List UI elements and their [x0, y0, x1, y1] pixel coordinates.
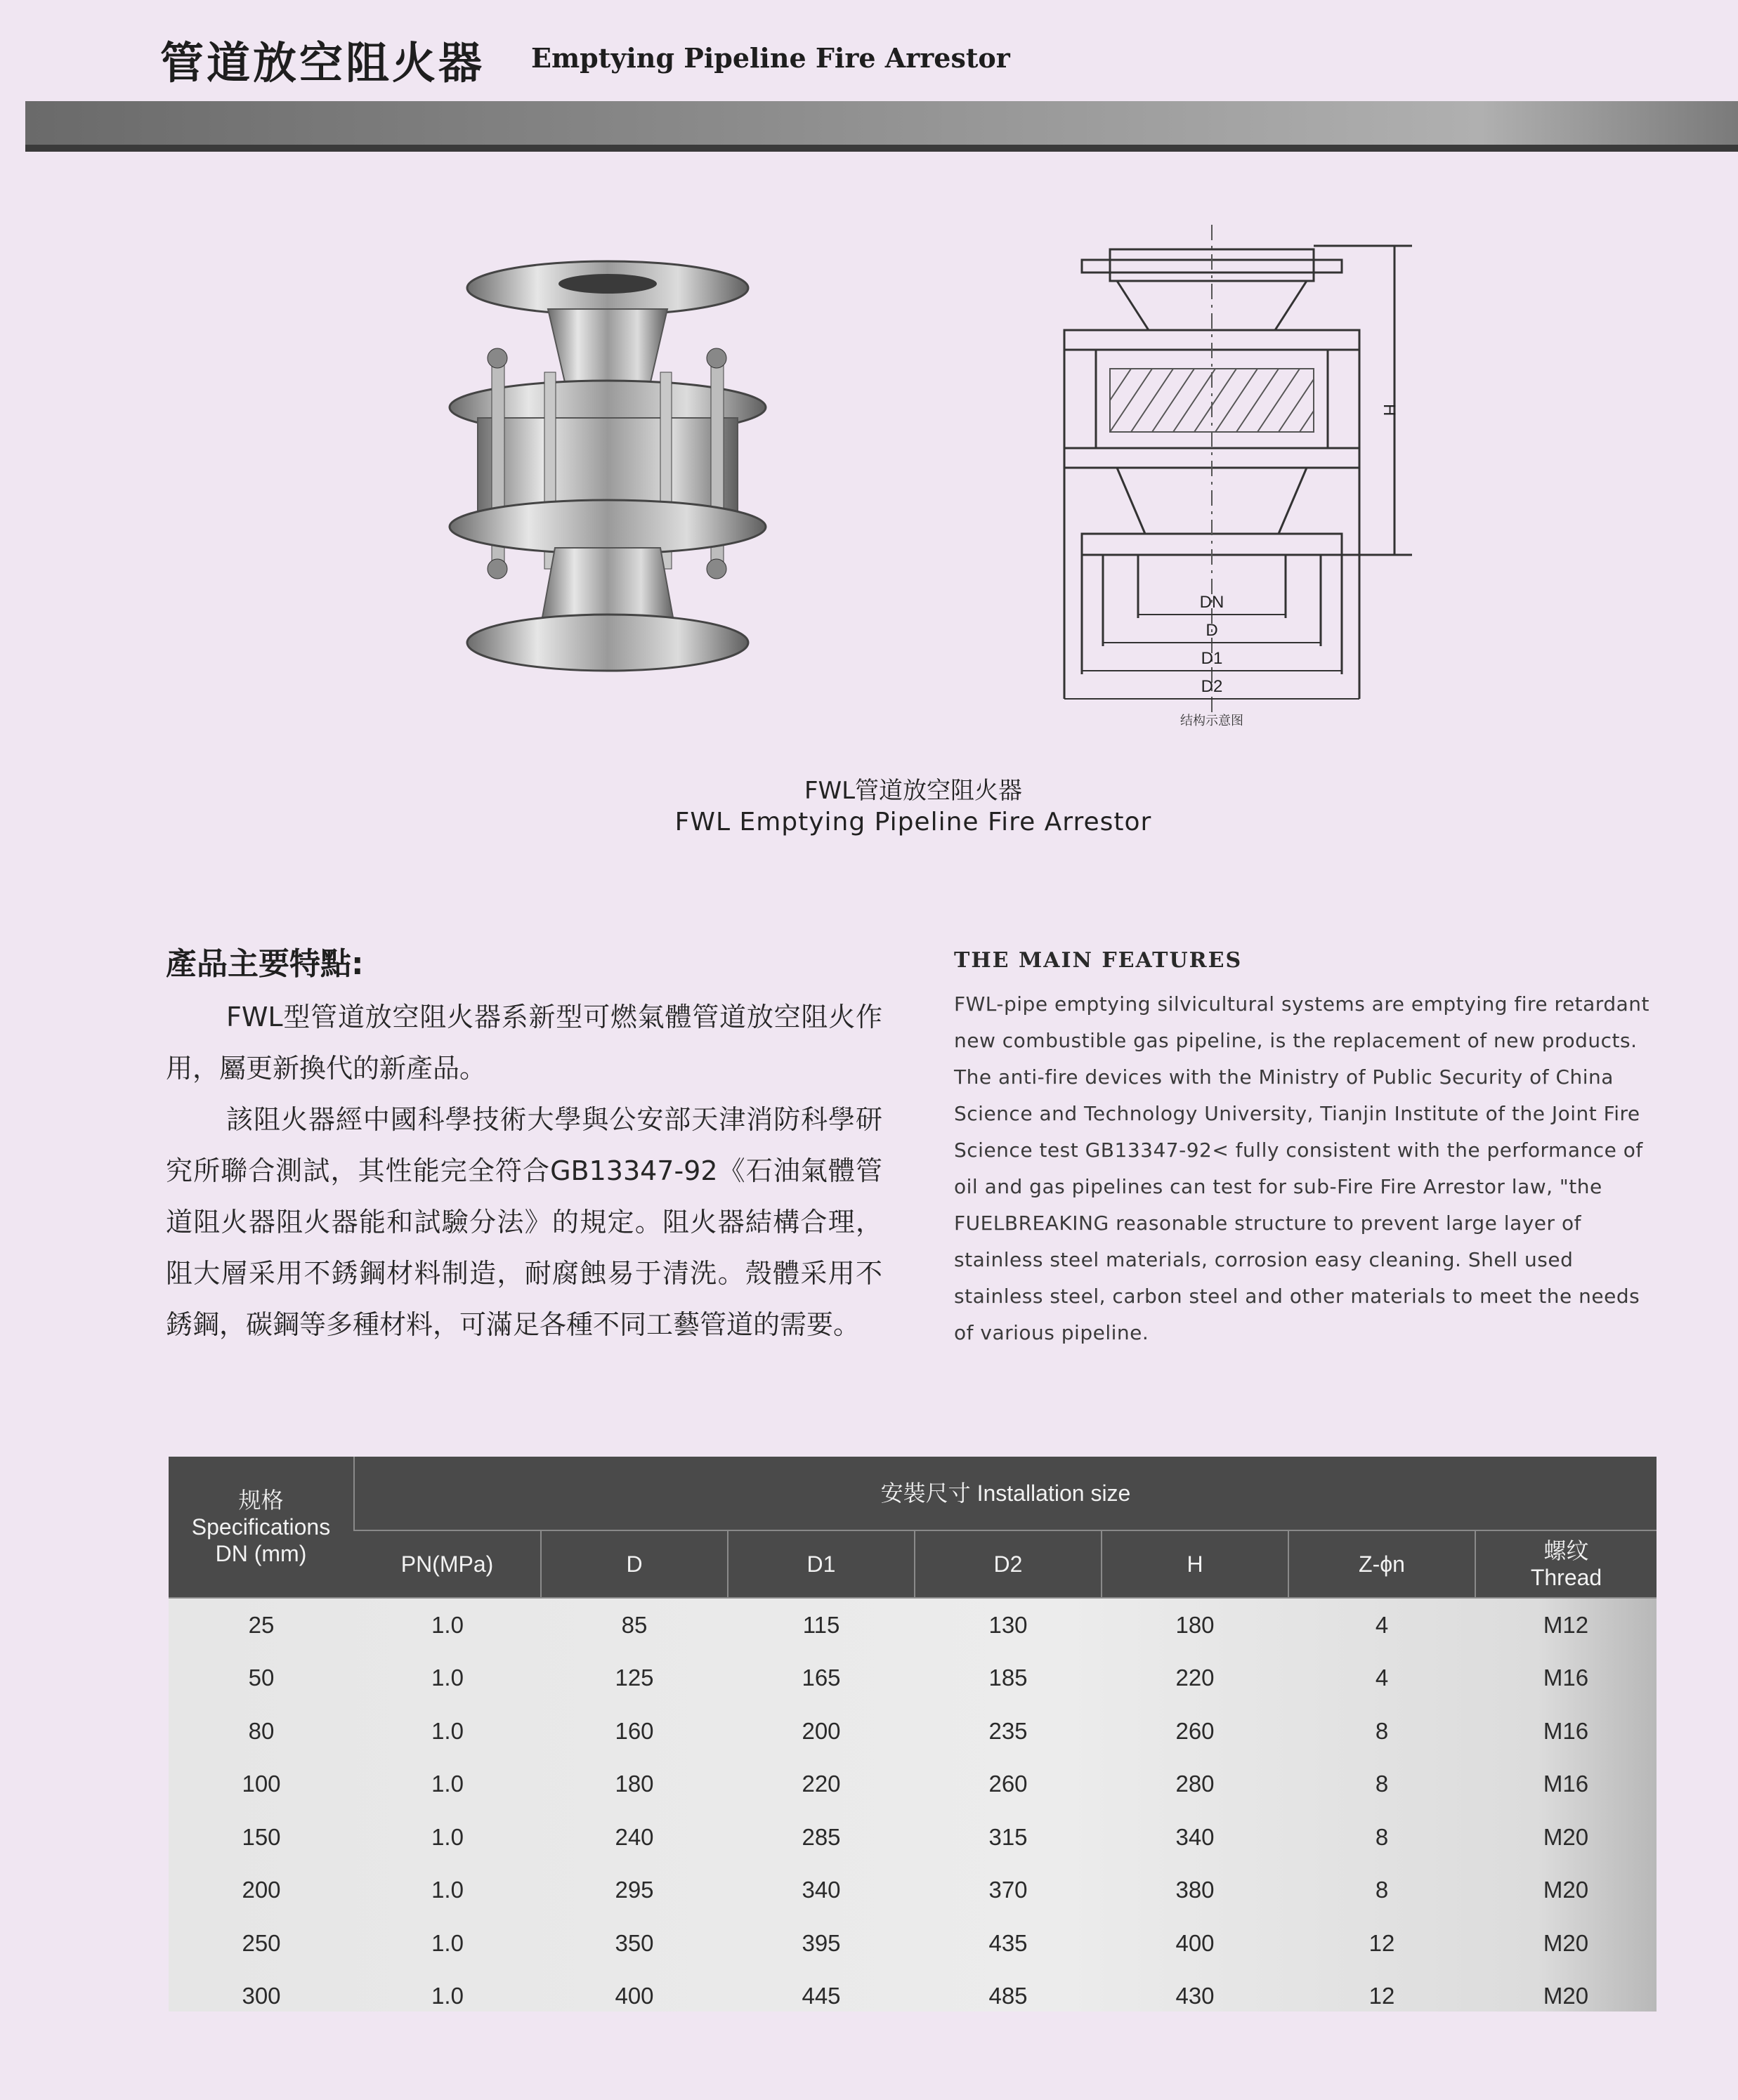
column-header-d1: D1	[728, 1530, 915, 1598]
table-cell: 165	[802, 1665, 841, 1691]
table-cell: 100	[242, 1771, 281, 1797]
dim-label-d: D	[1206, 621, 1218, 640]
spec-table-container	[169, 1457, 1657, 2012]
dim-label-d2: D2	[1201, 677, 1223, 696]
table-cell: 300	[242, 1983, 281, 2009]
product-caption-cn: FWL管道放空阻火器	[804, 777, 1023, 805]
table-cell: M20	[1543, 1823, 1589, 1850]
dim-label-dn: DN	[1199, 593, 1224, 612]
table-cell: 340	[802, 1877, 841, 1903]
table-cell: 220	[802, 1771, 841, 1797]
dim-label-h: H	[1380, 404, 1399, 416]
page-title-en: Emptying Pipeline Fire Arrestor	[531, 42, 1010, 74]
table-cell: 235	[988, 1717, 1028, 1744]
table-cell: M12	[1543, 1611, 1589, 1638]
table-cell: M20	[1543, 1983, 1589, 2009]
table-cell: 315	[988, 1823, 1028, 1850]
table-cell: 8	[1375, 1823, 1389, 1850]
page-title-cn: 管道放空阻火器	[160, 37, 485, 88]
structure-diagram	[1040, 225, 1433, 730]
table-cell: M20	[1543, 1877, 1589, 1903]
product-caption-en: FWL Emptying Pipeline Fire Arrestor	[674, 808, 1152, 836]
table-cell: 200	[242, 1877, 281, 1903]
table-cell: 1.0	[431, 1823, 464, 1850]
table-row	[169, 1811, 1657, 1864]
product-photo	[436, 260, 780, 681]
features-paragraph: 該阻火器經中國科學技術大學與公安部天津消防科學研究所聯合測試，其性能完全符合GB13347-92《石油氣體管道阻火器阻火器能和試驗分法》的規定。阻火器結構合理，阻大層采用不銹鋼材料制造，耐腐蝕易于清洗。殼體采用不銹鋼，碳鋼等多種材料，可滿足各種不同工藝管道的需要。	[166, 1104, 882, 1340]
table-cell: 12	[1368, 1983, 1395, 2009]
table-cell: 8	[1375, 1717, 1389, 1744]
table-cell: 1.0	[431, 1929, 464, 1956]
table-cell: 250	[242, 1929, 281, 1956]
title-bar	[25, 101, 1738, 152]
table-cell: 435	[988, 1929, 1028, 1956]
table-cell: 4	[1375, 1665, 1389, 1691]
table-cell: 4	[1375, 1611, 1389, 1638]
table-cell: 115	[802, 1611, 840, 1638]
table-cell: 25	[248, 1611, 275, 1638]
table-cell: 395	[802, 1929, 841, 1956]
thread-header-en: Thread	[1530, 1565, 1602, 1590]
table-cell: 340	[1175, 1823, 1215, 1850]
table-cell: 260	[1175, 1717, 1215, 1744]
table-cell: 180	[615, 1771, 654, 1797]
table-cell: M16	[1543, 1717, 1589, 1744]
column-header-d: D	[541, 1530, 728, 1598]
column-header-pn: PN(MPa)	[354, 1530, 541, 1598]
table-cell: 12	[1368, 1929, 1395, 1956]
table-cell: 1.0	[431, 1771, 464, 1797]
spec-header-en: Specifications	[191, 1514, 331, 1540]
table-row	[169, 1598, 1657, 1652]
table-cell: 285	[802, 1823, 841, 1850]
spec-header-cn: 规格	[238, 1488, 284, 1513]
table-cell: 185	[988, 1665, 1028, 1691]
features-paragraph: FWL型管道放空阻火器系新型可燃氣體管道放空阻火作用，屬更新換代的新產品。	[166, 1002, 882, 1084]
table-cell: 445	[802, 1983, 841, 2009]
column-header-thread	[1475, 1530, 1657, 1598]
table-cell: 1.0	[431, 1665, 464, 1691]
table-cell: 400	[1175, 1929, 1215, 1956]
table-cell: M20	[1543, 1929, 1589, 1956]
install-size-header: 安裝尺寸 Installation size	[354, 1457, 1657, 1530]
spec-table	[169, 1457, 1657, 2023]
features-heading-cn: 產品主要特點:	[166, 946, 364, 982]
table-cell: 485	[988, 1983, 1028, 2009]
spec-header-unit: DN (mm)	[215, 1541, 307, 1566]
table-cell: 1.0	[431, 1983, 464, 2009]
table-cell: 1.0	[431, 1611, 464, 1638]
dim-label-d1: D1	[1201, 649, 1223, 668]
table-cell: 160	[615, 1717, 654, 1744]
table-row	[169, 1864, 1657, 1917]
table-cell: M16	[1543, 1771, 1589, 1797]
diagram-caption: 结构示意图	[1180, 714, 1243, 728]
features-heading-en: THE MAIN FEATURES	[954, 948, 1243, 973]
table-cell: M16	[1543, 1665, 1589, 1691]
table-cell: 200	[802, 1717, 841, 1744]
table-cell: 240	[615, 1823, 654, 1850]
table-cell: 1.0	[431, 1877, 464, 1903]
table-cell: 350	[615, 1929, 654, 1956]
table-cell: 400	[615, 1983, 654, 2009]
table-row	[169, 1758, 1657, 1811]
table-cell: 370	[988, 1877, 1028, 1903]
table-cell: 260	[988, 1771, 1028, 1797]
table-cell: 80	[248, 1717, 275, 1744]
table-cell: 280	[1175, 1771, 1215, 1797]
column-header-z-phi-n: Z-ϕn	[1288, 1530, 1475, 1598]
table-cell: 1.0	[431, 1717, 464, 1744]
spec-table-body	[169, 1598, 1657, 2023]
table-row	[169, 1705, 1657, 1758]
table-cell: 85	[621, 1611, 648, 1638]
table-cell: 150	[242, 1823, 281, 1850]
column-header-d2: D2	[915, 1530, 1102, 1598]
features-text-cn	[166, 992, 882, 1351]
table-row	[169, 1970, 1657, 2023]
table-cell: 295	[615, 1877, 654, 1903]
spec-header	[169, 1457, 354, 1598]
table-cell: 8	[1375, 1771, 1389, 1797]
table-cell: 125	[615, 1665, 654, 1691]
table-cell: 180	[1175, 1611, 1215, 1638]
table-cell: 220	[1175, 1665, 1215, 1691]
features-text-en: FWL-pipe emptying silvicultural systems are emptying fire retardant new combustible gas pipeline, is the replacement of new products. The anti-fire devices with the Ministry of Public Security of China Science and Technology University, Tianjin Institute of the Joint Fire Science test GB13347-92< fully consistent with the performance of oil and gas pipelines can test for sub-Fire Fire Arrestor law, "the FUELBREAKING reasonable structure to prevent large layer of stainless steel materials, corrosion easy cleaning. Shell used stainless steel, carbon steel and other materials to meet the needs of various pipeline.	[954, 992, 1649, 1344]
table-cell: 130	[988, 1611, 1028, 1638]
table-cell: 380	[1175, 1877, 1215, 1903]
table-cell: 8	[1375, 1877, 1389, 1903]
thread-header-cn: 螺纹	[1543, 1538, 1589, 1563]
column-header-h: H	[1102, 1530, 1288, 1598]
table-cell: 50	[248, 1665, 275, 1691]
table-row	[169, 1917, 1657, 1970]
table-row	[169, 1652, 1657, 1705]
table-cell: 430	[1175, 1983, 1215, 2009]
